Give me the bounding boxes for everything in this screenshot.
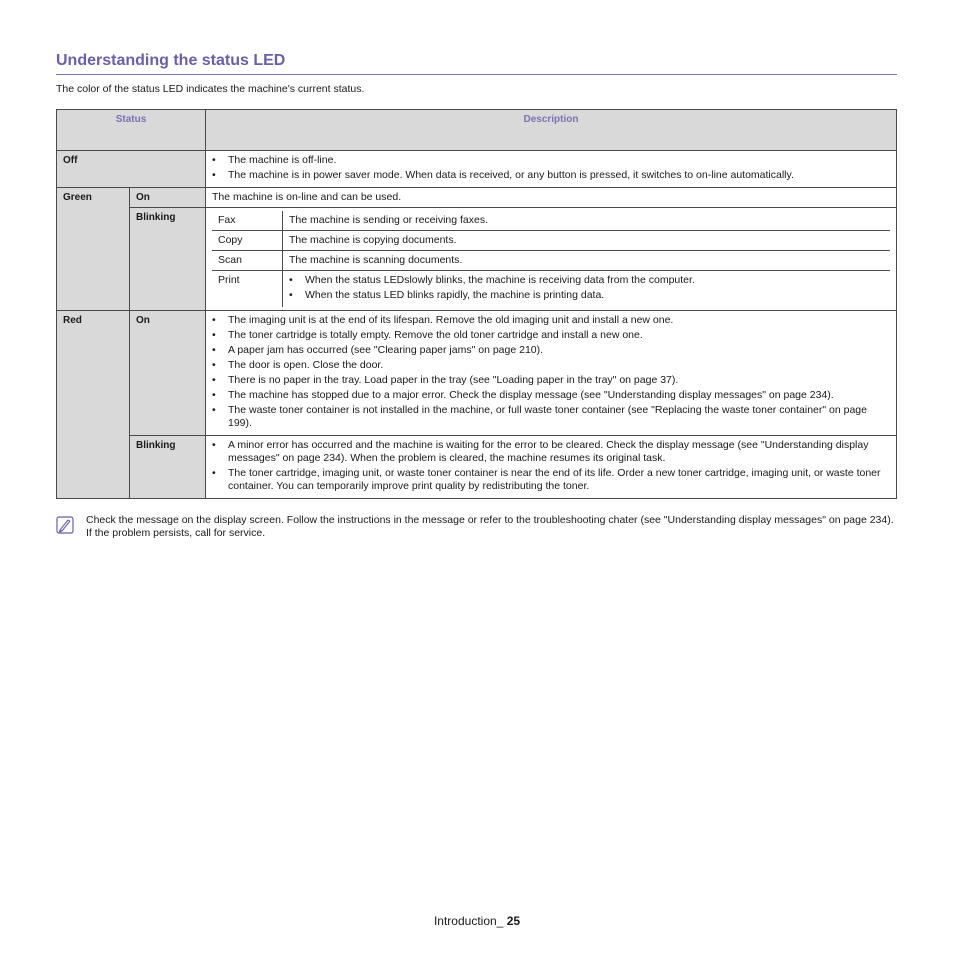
mode-red-on: On	[130, 311, 206, 436]
off-description	[206, 151, 897, 188]
operation-fax: Fax	[212, 211, 283, 231]
note-icon	[56, 516, 74, 534]
list-item: • When the status LEDslowly blinks, the machine is receiving data from the computer.	[289, 274, 884, 287]
green-on-description: The machine is on-line and can be used.	[206, 188, 897, 208]
operation-description: The machine is sending or receiving faxes.	[289, 214, 489, 226]
note-text: Check the message on the display screen. Follow the instructions in the message or refer to the troubleshooting chater (see "Understanding display messages" on page 234). If the problem persists, call for service.	[86, 514, 894, 539]
page-title: Understanding the status LED	[56, 52, 286, 69]
list-item: • The door is open. Close the door.	[212, 359, 890, 372]
footer-section: Introduction_	[433, 914, 504, 928]
operation-description	[283, 271, 891, 308]
list-item: • The machine is off-line.	[212, 154, 890, 167]
status-off: Off	[57, 151, 206, 188]
table-row	[212, 271, 890, 308]
list-item: • There is no paper in the tray. Load paper in the tray (see "Loading paper in the tray" on page 37).	[212, 374, 890, 387]
list-item: • The waste toner container is not installed in the machine, or full waste toner container (see "Replacing the waste toner container" on page 199).	[212, 404, 890, 430]
status-green: Green	[57, 188, 130, 311]
intro-text: The color of the status LED indicates the machine's current status.	[56, 83, 365, 95]
operation-scan: Scan	[212, 251, 283, 271]
row-green-on	[57, 188, 897, 208]
table-header-row	[57, 110, 897, 151]
list-item: • The toner cartridge is totally empty. Remove the old toner cartridge and install a new one.	[212, 329, 890, 342]
operation-description: The machine is scanning documents.	[283, 251, 891, 271]
red-blinking-bullets	[212, 439, 890, 493]
print-bullets	[289, 274, 884, 302]
red-on-description	[206, 311, 897, 436]
list-item: • When the status LED blinks rapidly, the machine is printing data.	[289, 289, 884, 302]
row-red-blinking	[57, 436, 897, 499]
row-off	[57, 151, 897, 188]
page-number: 25	[506, 914, 521, 928]
list-item: • A minor error has occurred and the machine is waiting for the error to be cleared. Check the display message (see "Understanding display messages" on page 234). When the problem is cleared, the machine resumes its original task.	[212, 439, 890, 465]
table-row	[212, 231, 890, 251]
operation-description: The machine is copying documents.	[283, 231, 891, 251]
mode-green-blinking: Blinking	[130, 208, 206, 311]
green-blinking-subtable	[212, 211, 890, 307]
red-blinking-description	[206, 436, 897, 499]
list-item: • The machine is in power saver mode. When data is received, or any button is pressed, it switches to on-line automatically.	[212, 169, 890, 182]
row-green-blinking	[57, 208, 897, 311]
red-on-bullets	[212, 314, 890, 430]
operation-print: Print	[212, 271, 283, 308]
list-item: • The toner cartridge, imaging unit, or waste toner container is near the end of its life. Order a new toner cartridge, imaging unit, or waste toner container. You can temporarily improve print quality by redistributing the toner.	[212, 467, 890, 493]
status-red: Red	[57, 311, 130, 499]
page-footer	[0, 914, 954, 928]
list-item: • The machine has stopped due to a major error. Check the display message (see "Understanding display messages" on page 234).	[212, 389, 890, 402]
table-row	[212, 211, 890, 231]
mode-green-on: On	[130, 188, 206, 208]
row-red-on	[57, 311, 897, 436]
title-divider	[56, 74, 897, 75]
green-blinking-description	[206, 208, 897, 311]
operation-copy: Copy	[212, 231, 283, 251]
off-bullets	[212, 154, 890, 182]
table-row	[212, 251, 890, 271]
status-led-table	[56, 109, 897, 499]
header-status: Status	[57, 110, 206, 151]
mode-red-blinking: Blinking	[130, 436, 206, 499]
list-item: • The imaging unit is at the end of its lifespan. Remove the old imaging unit and install a new one.	[212, 314, 890, 327]
header-description: Description	[206, 110, 897, 151]
list-item: • A paper jam has occurred (see "Clearing paper jams" on page 210).	[212, 344, 890, 357]
note-box	[56, 514, 897, 540]
